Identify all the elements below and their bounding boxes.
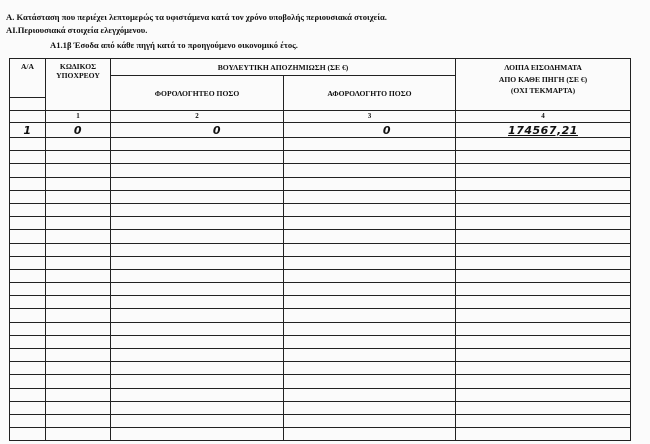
empty-cell — [456, 243, 631, 256]
empty-cell — [46, 388, 111, 401]
empty-cell — [10, 230, 46, 243]
header-code: ΚΩΔΙΚΟΣ ΥΠΟΧΡΕΟΥ — [46, 59, 111, 111]
table-row-empty — [10, 362, 631, 375]
table-row-empty — [10, 335, 631, 348]
empty-cell — [456, 322, 631, 335]
income-table — [9, 58, 631, 441]
empty-cell — [46, 217, 111, 230]
empty-cell — [46, 164, 111, 177]
empty-cell — [456, 138, 631, 151]
table-row-empty — [10, 414, 631, 427]
empty-cell — [46, 414, 111, 427]
empty-cell — [111, 375, 284, 388]
empty-cell — [10, 256, 46, 269]
table-row-empty — [10, 243, 631, 256]
empty-cell — [456, 401, 631, 414]
table-row-empty — [10, 217, 631, 230]
header-other-line2: ΑΠΟ ΚΑΘΕ ΠΗΓΗ (ΣΕ €) — [498, 74, 588, 84]
empty-cell — [456, 296, 631, 309]
empty-cell — [284, 375, 456, 388]
col-number-aa — [10, 111, 46, 123]
table-row-empty — [10, 349, 631, 362]
empty-cell — [284, 428, 456, 441]
empty-cell — [46, 362, 111, 375]
empty-cell — [456, 151, 631, 164]
empty-cell — [46, 283, 111, 296]
empty-cell — [46, 177, 111, 190]
empty-cell — [284, 243, 456, 256]
header-compensation: ΒΟΥΛΕΥΤΙΚΗ ΑΠΟΖΗΜΙΩΣΗ (ΣΕ €) — [111, 59, 456, 76]
empty-cell — [284, 309, 456, 322]
empty-cell — [456, 375, 631, 388]
header-taxable: ΦΟΡΟΛΟΓΗΤΕΟ ΠΟΣΟ — [111, 76, 284, 111]
empty-cell — [456, 177, 631, 190]
empty-cell — [10, 283, 46, 296]
empty-cell — [111, 388, 284, 401]
empty-cell — [456, 269, 631, 282]
empty-cell — [10, 375, 46, 388]
empty-cell — [10, 428, 46, 441]
empty-cell — [10, 349, 46, 362]
empty-cell — [284, 349, 456, 362]
empty-cell — [10, 243, 46, 256]
table-row-empty — [10, 283, 631, 296]
empty-cell — [10, 164, 46, 177]
blank-rows — [10, 138, 631, 441]
empty-cell — [10, 138, 46, 151]
row-other-income: 174567,21 — [456, 123, 631, 138]
empty-cell — [10, 217, 46, 230]
empty-cell — [111, 428, 284, 441]
empty-cell — [284, 296, 456, 309]
table-row-empty — [10, 164, 631, 177]
empty-cell — [456, 203, 631, 216]
table-row-empty — [10, 230, 631, 243]
heading-statement: Α. Κατάσταση που περιέχει λεπτομερώς τα υφιστάμενα κατά τον χρόνο υποβολής περιουσιακά στοιχεία. — [6, 12, 387, 22]
col-number-1: 1 — [46, 111, 111, 123]
table-row-empty — [10, 428, 631, 441]
empty-cell — [10, 414, 46, 427]
empty-cell — [10, 177, 46, 190]
empty-cell — [111, 164, 284, 177]
empty-cell — [111, 309, 284, 322]
empty-cell — [284, 190, 456, 203]
table-row-empty — [10, 375, 631, 388]
empty-cell — [46, 349, 111, 362]
table-row-empty — [10, 256, 631, 269]
empty-cell — [111, 401, 284, 414]
empty-cell — [284, 217, 456, 230]
empty-cell — [46, 256, 111, 269]
empty-cell — [456, 256, 631, 269]
empty-cell — [46, 335, 111, 348]
table-row-empty — [10, 388, 631, 401]
empty-cell — [456, 283, 631, 296]
row-taxable: 0 — [111, 123, 284, 138]
empty-cell — [284, 362, 456, 375]
empty-cell — [46, 428, 111, 441]
empty-cell — [456, 190, 631, 203]
empty-cell — [46, 203, 111, 216]
empty-cell — [284, 283, 456, 296]
empty-cell — [111, 349, 284, 362]
empty-cell — [456, 362, 631, 375]
table-row-empty — [10, 322, 631, 335]
heading-income: Α1.1β Έσοδα από κάθε πηγή κατά το προηγούμενο οικονομικό έτος. — [50, 40, 298, 50]
empty-cell — [10, 309, 46, 322]
empty-cell — [46, 309, 111, 322]
table-row-empty — [10, 401, 631, 414]
empty-cell — [111, 256, 284, 269]
empty-cell — [46, 296, 111, 309]
empty-cell — [10, 362, 46, 375]
header-other-line3: (ΟΧΙ ΤΕΚΜΑΡΤΑ) — [510, 86, 576, 95]
empty-cell — [284, 138, 456, 151]
empty-cell — [456, 230, 631, 243]
empty-cell — [284, 203, 456, 216]
header-other-line1: ΛΟΙΠΑ ΕΙΣΟΔΗΜΑΤΑ — [504, 63, 582, 72]
empty-cell — [10, 296, 46, 309]
empty-cell — [111, 414, 284, 427]
empty-cell — [284, 151, 456, 164]
empty-cell — [10, 269, 46, 282]
row-code: 0 — [46, 123, 111, 138]
empty-cell — [456, 349, 631, 362]
row-aa: 1 — [10, 123, 46, 138]
table-row-empty — [10, 203, 631, 216]
empty-cell — [111, 151, 284, 164]
empty-cell — [10, 190, 46, 203]
empty-cell — [46, 401, 111, 414]
empty-cell — [46, 375, 111, 388]
table-row-empty — [10, 138, 631, 151]
empty-cell — [111, 190, 284, 203]
empty-cell — [111, 177, 284, 190]
empty-cell — [111, 230, 284, 243]
empty-cell — [456, 428, 631, 441]
heading-assets: ΑΙ.Περιουσιακά στοιχεία ελεγχόμενου. — [6, 25, 148, 35]
table-row-empty — [10, 309, 631, 322]
empty-cell — [46, 243, 111, 256]
empty-cell — [111, 203, 284, 216]
empty-cell — [111, 217, 284, 230]
empty-cell — [10, 388, 46, 401]
empty-cell — [46, 230, 111, 243]
empty-cell — [10, 401, 46, 414]
empty-cell — [284, 269, 456, 282]
empty-cell — [10, 151, 46, 164]
empty-cell — [46, 151, 111, 164]
table-row-empty — [10, 190, 631, 203]
empty-cell — [456, 164, 631, 177]
empty-cell — [46, 138, 111, 151]
empty-cell — [111, 269, 284, 282]
table-row-empty — [10, 296, 631, 309]
header-aa: Α/Α — [10, 59, 46, 98]
empty-cell — [284, 164, 456, 177]
empty-cell — [284, 401, 456, 414]
empty-cell — [284, 414, 456, 427]
empty-cell — [10, 322, 46, 335]
empty-cell — [456, 414, 631, 427]
empty-cell — [46, 322, 111, 335]
col-number-3: 3 — [284, 111, 456, 123]
empty-cell — [456, 309, 631, 322]
empty-cell — [111, 335, 284, 348]
empty-cell — [456, 217, 631, 230]
empty-cell — [111, 322, 284, 335]
header-other-income — [456, 59, 631, 111]
empty-cell — [284, 335, 456, 348]
empty-cell — [111, 283, 284, 296]
empty-cell — [111, 138, 284, 151]
empty-cell — [111, 243, 284, 256]
table-row-empty — [10, 177, 631, 190]
table-row — [10, 123, 631, 138]
header-aa-blank — [10, 98, 46, 111]
empty-cell — [456, 335, 631, 348]
empty-cell — [111, 362, 284, 375]
row-taxfree: 0 — [284, 123, 456, 138]
table-row-empty — [10, 269, 631, 282]
col-number-4: 4 — [456, 111, 631, 123]
empty-cell — [456, 388, 631, 401]
empty-cell — [284, 177, 456, 190]
empty-cell — [284, 322, 456, 335]
empty-cell — [284, 388, 456, 401]
empty-cell — [284, 230, 456, 243]
empty-cell — [10, 203, 46, 216]
empty-cell — [46, 269, 111, 282]
table-row-empty — [10, 151, 631, 164]
empty-cell — [111, 296, 284, 309]
empty-cell — [10, 335, 46, 348]
empty-cell — [46, 190, 111, 203]
empty-cell — [284, 256, 456, 269]
col-number-2: 2 — [111, 111, 284, 123]
header-taxfree: ΑΦΟΡΟΛΟΓΗΤΟ ΠΟΣΟ — [284, 76, 456, 111]
